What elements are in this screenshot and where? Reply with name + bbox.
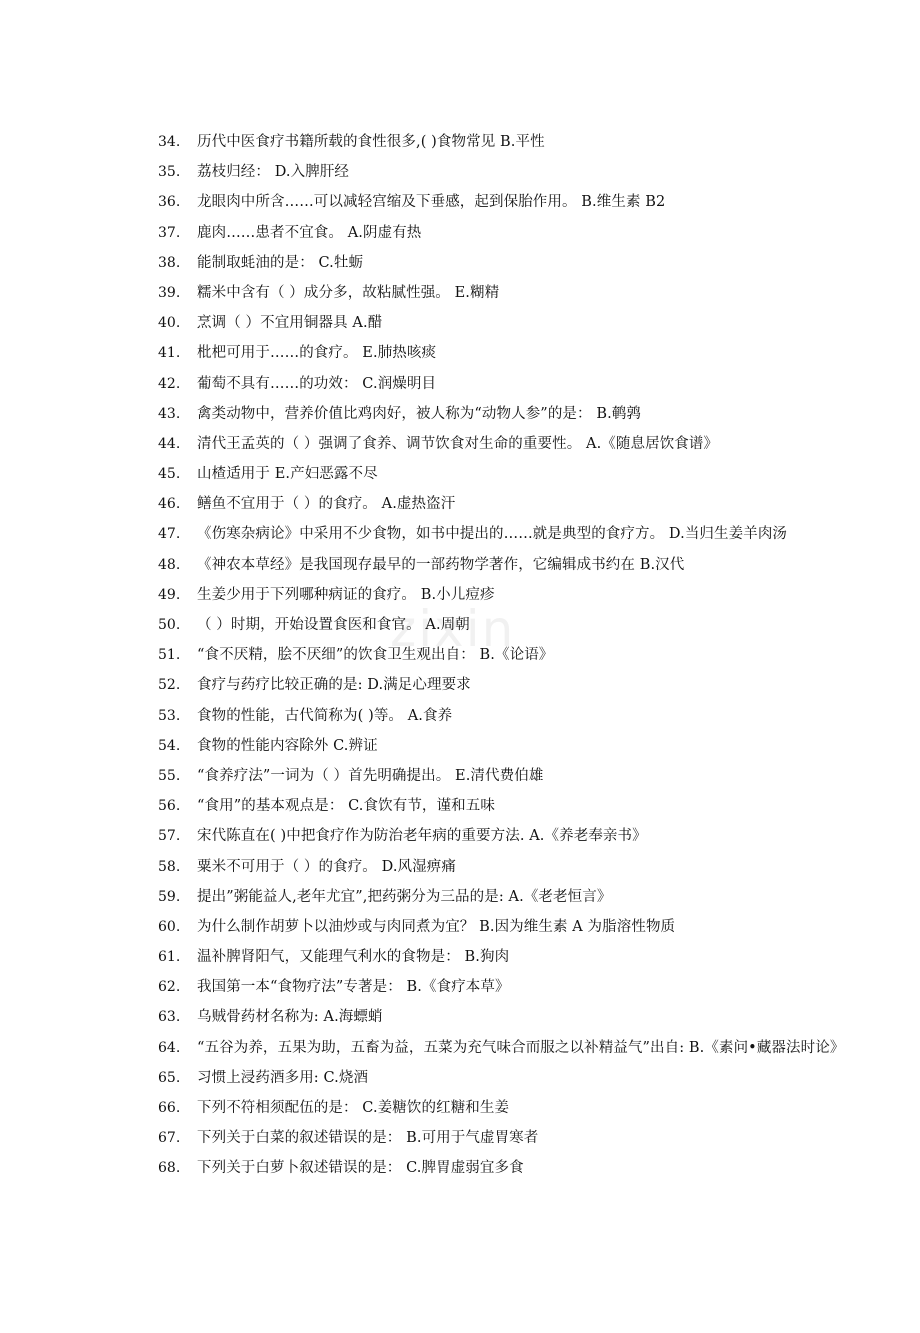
question-text: 葡萄不具有……的功效： C.润燥明目: [197, 375, 437, 392]
question-number: 65.: [158, 1069, 181, 1086]
question-text: 清代王孟英的（ ）强调了食养、调节饮食对生命的重要性。 A.《随息居饮食谱》: [197, 435, 719, 452]
question-item: [158, 190, 908, 220]
question-number: 61.: [158, 949, 181, 966]
question-number: 48.: [158, 556, 181, 573]
question-text: 龙眼肉中所含……可以减轻宫缩及下垂感，起到保胎作用。 B.维生素 B2: [197, 194, 666, 211]
question-text: 乌贼骨药材名称为: A.海螵蛸: [197, 1009, 383, 1026]
question-item: [158, 372, 908, 402]
question-text: 禽类动物中，营养价值比鸡肉好，被人称为“动物人参”的是： B.鹌鹑: [197, 405, 641, 422]
question-item: [158, 402, 908, 432]
question-item: [158, 492, 908, 522]
question-item: [158, 885, 908, 915]
question-number: 42.: [158, 375, 181, 392]
question-list: [158, 130, 908, 1187]
question-number: 52.: [158, 677, 181, 694]
question-item: [158, 1066, 908, 1096]
question-text: 鳝鱼不宜用于（ ）的食疗。 A.虚热盗汗: [197, 496, 456, 513]
question-text: 习惯上浸药酒多用: C.烧酒: [197, 1069, 369, 1086]
question-item: [158, 432, 908, 462]
question-number: 59.: [158, 888, 181, 905]
question-text: 鹿肉……患者不宜食。 A.阴虚有热: [197, 224, 422, 241]
question-number: 36.: [158, 194, 181, 211]
question-number: 54.: [158, 737, 181, 754]
question-item: [158, 975, 908, 1005]
question-item: [158, 160, 908, 190]
question-item: [158, 704, 908, 734]
question-number: 49.: [158, 586, 181, 603]
question-item: [158, 643, 908, 673]
question-number: 67.: [158, 1130, 181, 1147]
question-text: 提出”粥能益人,老年尤宜”,把药粥分为三品的是: A.《老老恒言》: [197, 888, 612, 905]
question-item: [158, 794, 908, 824]
question-number: 64.: [158, 1039, 181, 1056]
question-number: 38.: [158, 254, 181, 271]
question-text: 山楂适用于 E.产妇恶露不尽: [197, 466, 378, 483]
question-number: 51.: [158, 647, 181, 664]
question-text: 食物的性能内容除外 C.辨证: [197, 737, 378, 754]
question-item: [158, 1126, 908, 1156]
question-text: “食用”的基本观点是： C.食饮有节，谨和五味: [197, 798, 495, 815]
question-item: [158, 341, 908, 371]
question-text: 烹调（ ）不宜用铜器具 A.醋: [197, 315, 383, 332]
question-number: 47.: [158, 526, 181, 543]
question-text: 历代中医食疗书籍所载的食性很多,( )食物常见 B.平性: [197, 134, 545, 150]
question-number: 41.: [158, 345, 181, 362]
question-text: 食物的性能，古代简称为( )等。 A.食养: [197, 707, 453, 724]
question-text: 《伤寒杂病论》中采用不少食物，如书中提出的……就是典型的食疗方。 D.当归生姜羊肉汤: [197, 526, 788, 543]
question-number: 57.: [158, 828, 181, 845]
question-number: 34.: [158, 134, 181, 150]
question-item: [158, 281, 908, 311]
question-text: 食疗与药疗比较正确的是: D.满足心理要求: [197, 677, 471, 694]
question-item: [158, 764, 908, 794]
question-text: 下列关于白菜的叙述错误的是： B.可用于气虚胃寒者: [197, 1130, 539, 1147]
question-text: “食不厌精，脍不厌细”的饮食卫生观出自： B.《论语》: [197, 647, 554, 664]
question-number: 46.: [158, 496, 181, 513]
question-number: 37.: [158, 224, 181, 241]
question-item: [158, 1096, 908, 1126]
question-number: 43.: [158, 405, 181, 422]
question-item: [158, 130, 908, 160]
question-number: 58.: [158, 858, 181, 875]
watermark: zixin: [390, 600, 516, 658]
question-text: 《神农本草经》是我国现存最早的一部药物学著作，它编辑成书约在 B.汉代: [197, 556, 685, 573]
question-number: 60.: [158, 918, 181, 935]
question-item: [158, 1156, 908, 1186]
question-item: [158, 824, 908, 854]
question-item: [158, 613, 908, 643]
question-item: [158, 522, 908, 552]
question-text: 我国第一本“食物疗法”专著是： B.《食疗本草》: [197, 979, 510, 996]
question-number: 53.: [158, 707, 181, 724]
question-item: [158, 462, 908, 492]
question-number: 55.: [158, 767, 181, 784]
question-number: 66.: [158, 1100, 181, 1116]
question-item: [158, 855, 908, 885]
question-text: “食养疗法”一词为（ ）首先明确提出。 E.清代费伯雄: [197, 767, 544, 784]
question-number: 62.: [158, 979, 181, 996]
question-item: [158, 553, 908, 583]
question-item: [158, 583, 908, 613]
question-text: 粟米不可用于（ ）的食疗。 D.风湿痹痛: [197, 858, 456, 875]
question-text: 糯米中含有（ ）成分多，故粘腻性强。 E.糊精: [197, 284, 500, 301]
question-item: [158, 945, 908, 975]
question-number: 39.: [158, 284, 181, 301]
question-number: 35.: [158, 164, 181, 181]
question-text: “五谷为养，五果为助，五畜为益，五菜为充气味合而服之以补精益气”出自: B.《素问•藏器法时论》: [197, 1039, 845, 1056]
question-number: 45.: [158, 466, 181, 483]
question-number: 40.: [158, 315, 181, 332]
question-item: [158, 673, 908, 703]
question-text: （ ）时期，开始设置食医和食官。 A.周朝: [197, 617, 470, 633]
question-text: 下列不符相须配伍的是： C.姜糖饮的红糖和生姜: [197, 1100, 510, 1116]
question-text: 生姜少用于下列哪种病证的食疗。 B.小儿痘疹: [197, 586, 495, 603]
question-number: 56.: [158, 798, 181, 815]
question-item: [158, 915, 908, 945]
question-text: 荔枝归经： D.入脾肝经: [197, 164, 350, 181]
question-text: 温补脾肾阳气，又能理气利水的食物是： B.狗肉: [197, 949, 510, 966]
question-number: 50.: [158, 617, 181, 633]
question-text: 枇杷可用于……的食疗。 E.肺热咳痰: [197, 345, 437, 362]
question-number: 44.: [158, 435, 181, 452]
question-item: [158, 311, 908, 341]
question-text: 为什么制作胡萝卜以油炒或与肉同煮为宜？ B.因为维生素 A 为脂溶性物质: [197, 918, 676, 935]
question-item: [158, 1036, 908, 1066]
question-item: [158, 251, 908, 281]
question-number: 68.: [158, 1160, 181, 1177]
question-text: 宋代陈直在( )中把食疗作为防治老年病的重要方法. A.《养老奉亲书》: [197, 828, 647, 845]
question-item: [158, 1005, 908, 1035]
question-item: [158, 221, 908, 251]
question-item: [158, 734, 908, 764]
question-text: 下列关于白萝卜叙述错误的是： C.脾胃虚弱宜多食: [197, 1160, 524, 1177]
question-text: 能制取蚝油的是： C.牡蛎: [197, 254, 364, 271]
question-number: 63.: [158, 1009, 181, 1026]
